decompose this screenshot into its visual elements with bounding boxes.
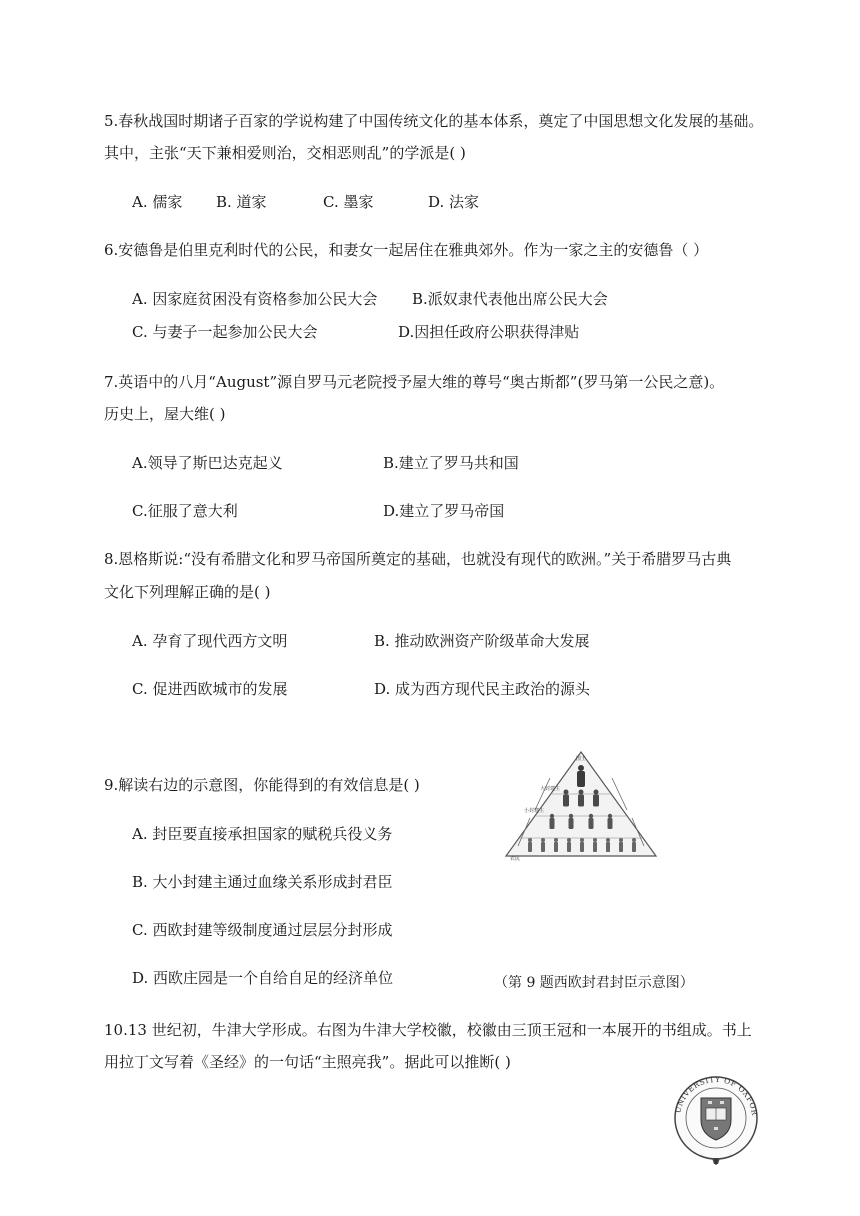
q9-option-c: C. 西欧封建等级制度通过层层分封形成 — [132, 921, 393, 939]
figure-label-lesser-lord: 小封建主 — [524, 808, 545, 814]
q9-figure-caption: （第 9 题西欧封君封臣示意图） — [494, 975, 694, 991]
q9-option-a: A. 封臣要直接承担国家的赋税兵役义务 — [132, 825, 393, 843]
q8-option-a: A. 孕育了现代西方文明 — [132, 632, 288, 650]
q7-option-b: B.建立了罗马共和国 — [383, 454, 519, 472]
q5-option-c: C. 墨家 — [323, 193, 374, 211]
q7-stem-line2: 历史上，屋大维( ) — [104, 405, 226, 423]
q6-option-b: B.派奴隶代表他出席公民大会 — [412, 290, 608, 308]
q9-stem-line1: 9.解读右边的示意图，你能得到的有效信息是( ) — [104, 776, 420, 794]
q7-option-c: C.征服了意大利 — [132, 502, 238, 520]
q5-stem-line2: 其中，主张“天下兼相爱则治，交相恶则乱”的学派是( ) — [104, 144, 466, 162]
q8-option-c: C. 促进西欧城市的发展 — [132, 680, 288, 698]
q6-option-a: A. 因家庭贫困没有资格参加公民大会 — [132, 290, 378, 308]
q8-option-b: B. 推动欧洲资产阶级革命大发展 — [374, 632, 590, 650]
q5-option-a: A. 儒家 — [132, 193, 183, 211]
q5-stem-line1: 5.春秋战国时期诸子百家的学说构建了中国传统文化的基本体系，奠定了中国思想文化发展的基础。 — [104, 112, 764, 130]
q9-option-b: B. 大小封建主通过血缘关系形成封君臣 — [132, 873, 393, 891]
q7-stem-line1: 7.英语中的八月“August”源自罗马元老院授予屋大维的尊号“奥古斯都”(罗马第一公民之意)。 — [104, 373, 725, 391]
q6-option-d: D.因担任政府公职获得津贴 — [398, 323, 580, 341]
figure-label-peasant: 农民 — [510, 856, 521, 862]
q10-stem-line2: 用拉丁文写着《圣经》的一句话“主照亮我”。据此可以推断( ) — [104, 1053, 511, 1071]
q9-option-d: D. 西欧庄园是一个自给自足的经济单位 — [132, 969, 394, 987]
q7-option-a: A.领导了斯巴达克起义 — [132, 454, 283, 472]
q8-stem-line2: 文化下列理解正确的是( ) — [104, 583, 271, 601]
q8-option-d: D. 成为西方现代民主政治的源头 — [374, 680, 591, 698]
q8-stem-line1: 8.恩格斯说:“没有希腊文化和罗马帝国所奠定的基础，也就没有现代的欧洲。”关于希腊罗马古典 — [104, 550, 732, 568]
crest-ring-text: UNIVERSITY OF OXFOR — [673, 1074, 760, 1117]
oxford-crest-icon — [668, 1074, 764, 1166]
q5-option-b: B. 道家 — [216, 193, 267, 211]
figure-label-great-lord: 大封建主 — [540, 786, 561, 792]
feudal-pyramid-figure — [490, 748, 672, 863]
q7-option-d: D.建立了罗马帝国 — [383, 502, 505, 520]
q6-stem-line1: 6.安德鲁是伯里克利时代的公民，和妻女一起居住在雅典郊外。作为一家之主的安德鲁（ ） — [104, 241, 709, 259]
q5-option-d: D. 法家 — [428, 193, 480, 211]
figure-label-king: 国王 — [576, 756, 587, 762]
q6-option-c: C. 与妻子一起参加公民大会 — [132, 323, 318, 341]
q10-stem-line1: 10.13 世纪初，牛津大学形成。右图为牛津大学校徽，校徽由三顶王冠和一本展开的书组成。书上 — [104, 1021, 752, 1039]
oxford-crest-logo — [668, 1074, 764, 1166]
feudal-pyramid-illustration — [490, 748, 672, 863]
